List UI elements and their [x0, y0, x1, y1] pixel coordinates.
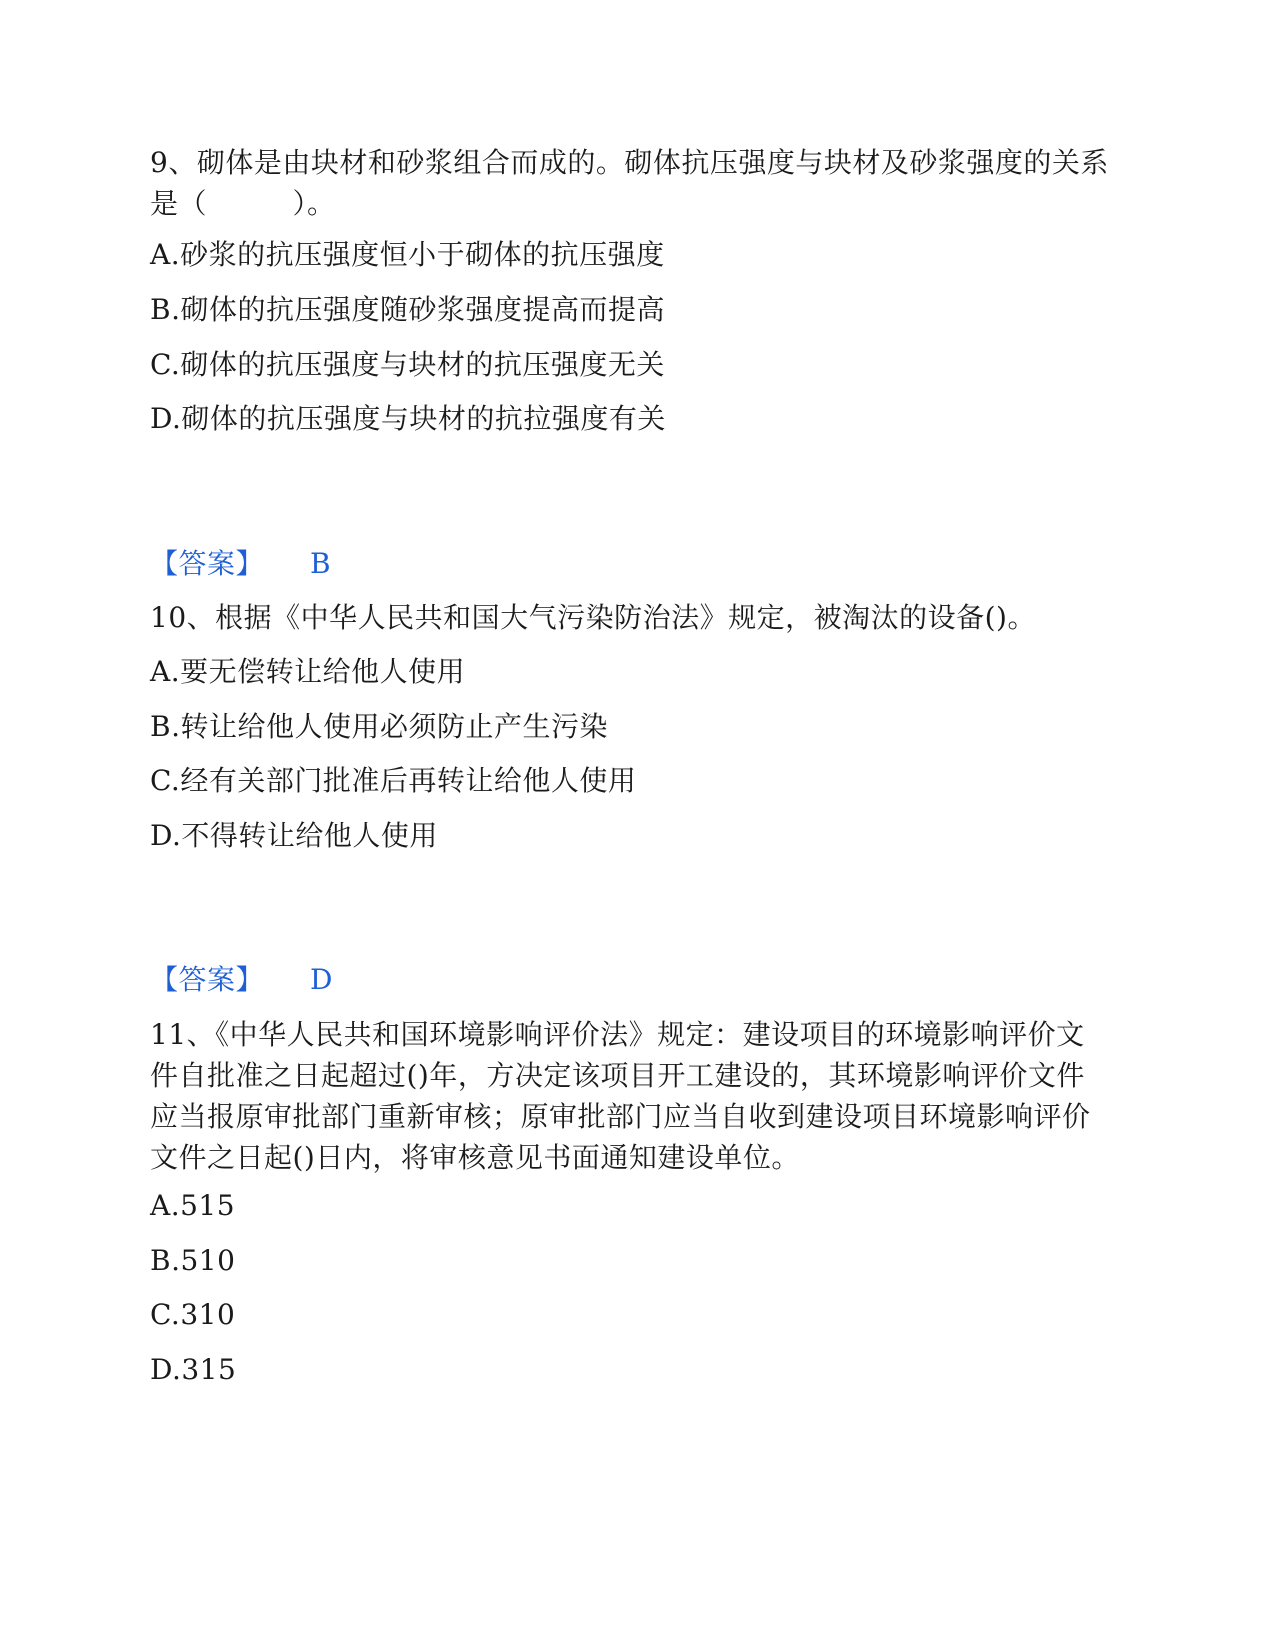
answer-label: 【答案】: [150, 547, 265, 580]
question-11-option-d: D.315: [150, 1353, 237, 1386]
question-9-option-c: C.砌体的抗压强度与块材的抗压强度无关: [150, 348, 665, 381]
question-10-option-a: A.要无偿转让给他人使用: [150, 655, 466, 688]
question-11-stem: 11、《中华人民共和国环境影响评价法》规定：建设项目的环境影响评价文件自批准之日起超过()年，方决定该项目开工建设的，其环境影响评价文件应当报原审批部门重新审核；原审批部门应当自收到建设项目环境影响评价文件之日起()日内，将审核意见书面通知建设单位。: [150, 1018, 1091, 1174]
question-9-option-a: A.砂浆的抗压强度恒小于砌体的抗压强度: [150, 238, 665, 271]
question-11-option-c: C.310: [150, 1298, 236, 1331]
question-9-option-d: D.砌体的抗压强度与块材的抗拉强度有关: [150, 402, 666, 435]
answer-value: D: [310, 963, 333, 996]
answer-label: 【答案】: [150, 963, 265, 996]
question-10-answer: [150, 959, 333, 1000]
question-9-option-b: B.砌体的抗压强度随砂浆强度提高而提高: [150, 293, 665, 326]
document-page: [150, 0, 1110, 1650]
question-10-option-b: B.转让给他人使用必须防止产生污染: [150, 710, 608, 743]
question-10-stem: 10、根据《中华人民共和国大气污染防治法》规定，被淘汰的设备()。: [150, 601, 1036, 634]
question-9-stem: 9、砌体是由块材和砂浆组合而成的。砌体抗压强度与块材及砂浆强度的关系是（ ）。: [150, 146, 1109, 220]
question-11-option-b: B.510: [150, 1244, 236, 1277]
question-9-answer: [150, 543, 331, 584]
question-10-option-d: D.不得转让给他人使用: [150, 819, 438, 852]
question-11-option-a: A.515: [150, 1189, 236, 1222]
question-10-option-c: C.经有关部门批准后再转让给他人使用: [150, 764, 637, 797]
answer-value: B: [310, 547, 332, 580]
